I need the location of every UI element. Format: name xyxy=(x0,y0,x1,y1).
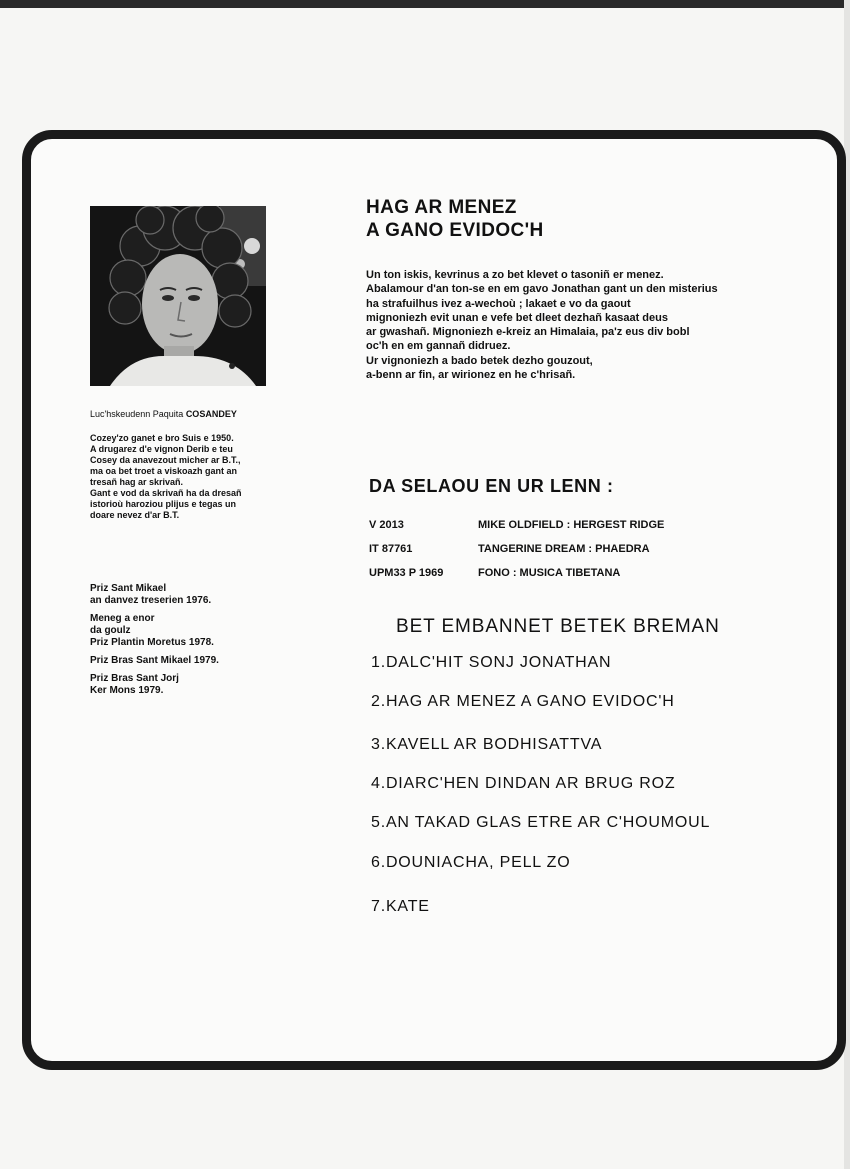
bio-line: Cozey'zo ganet e bro Suis e 1950. xyxy=(90,433,234,443)
record-title: TANGERINE DREAM : PHAEDRA xyxy=(478,543,650,555)
award-line: Priz Bras Sant Jorj xyxy=(90,673,179,684)
description-line: ar gwashañ. Mignoniezh e-kreiz an Himalaia, pa'z eus div bobl xyxy=(366,326,690,339)
description-line: oc'h en em gannañ didruez. xyxy=(366,340,511,353)
award-item xyxy=(90,613,310,649)
record-title: MIKE OLDFIELD : HERGEST RIDGE xyxy=(478,519,665,531)
book-title xyxy=(366,196,544,242)
description-line: Ur vignoniezh a bado betek dezho gouzout, xyxy=(366,354,593,367)
description-line: Un ton iskis, kevrinus a zo bet klevet o tasoniñ er menez. xyxy=(366,269,664,281)
book-list-item: 6.DOUNIACHA, PELL ZO xyxy=(371,854,571,871)
bio-line: A drugarez d'e vignon Derib e teu xyxy=(90,444,233,454)
book-list-item: 5.AN TAKAD GLAS ETRE AR C'HOUMOUL xyxy=(371,814,711,831)
award-line: Priz Sant Mikael xyxy=(90,583,167,594)
author-bio xyxy=(90,433,280,521)
bio-line: ma oa bet troet a viskoazh gant an xyxy=(90,466,238,476)
photo-caption-prefix: Luc'hskeudenn Paquita xyxy=(90,409,184,419)
description-line: mignoniezh evit unan e vefe bet dleet dezhañ kasaat deus xyxy=(366,311,668,324)
photo-caption xyxy=(90,409,290,420)
bio-line: Gant e vod da skrivañ ha da dresañ xyxy=(90,488,242,498)
bio-line: istorioù haroziou plijus e tegas un xyxy=(90,499,237,509)
book-list-item: 2.HAG AR MENEZ A GANO EVIDOC'H xyxy=(371,693,675,710)
author-portrait xyxy=(90,206,266,386)
bio-line: doare nevez d'ar B.T. xyxy=(90,510,180,520)
award-line: Ker Mons 1979. xyxy=(90,685,164,696)
description-line: a-benn ar fin, ar wirionez en he c'hrisañ. xyxy=(366,369,576,382)
book-title-line: HAG AR MENEZ xyxy=(366,197,517,218)
description-line: ha strafuilhus ivez a-wechoù ; lakaet e vo da gaout xyxy=(366,297,631,310)
book-description xyxy=(366,268,786,382)
book-list-item: 3.KAVELL AR BODHISATTVA xyxy=(371,736,603,753)
description-line: Abalamour d'an ton-se en em gavo Jonathan gant un den misterius xyxy=(366,283,718,296)
bio-line: tresañ hag ar skrivañ. xyxy=(90,477,184,487)
bio-line: Cosey da anavezout micher ar B.T., xyxy=(90,455,241,465)
record-code: IT 87761 xyxy=(369,543,413,555)
book-list-item: 1.DALC'HIT SONJ JONATHAN xyxy=(371,654,612,671)
book-title-line: A GANO EVIDOC'H xyxy=(366,220,544,241)
book-list-item: 4.DIARC'HEN DINDAN AR BRUG ROZ xyxy=(371,775,676,792)
listen-heading: DA SELAOU EN UR LENN : xyxy=(369,476,614,496)
awards-list xyxy=(90,583,310,703)
author-portrait-graphic xyxy=(90,206,266,386)
photographer-name: COSANDEY xyxy=(185,409,237,419)
award-line: Priz Bras Sant Mikael 1979. xyxy=(90,655,219,666)
award-line: Meneg a enor xyxy=(90,613,155,624)
award-line: an danvez treserien 1976. xyxy=(90,595,212,606)
award-line: da goulz xyxy=(90,625,131,636)
cover-top-edge xyxy=(0,0,850,8)
award-item xyxy=(90,583,310,607)
published-heading: BET EMBANNET BETEK BREMAN xyxy=(396,616,720,637)
award-item xyxy=(90,673,310,697)
book-list-item: 7.KATE xyxy=(371,898,430,915)
record-code: UPM33 P 1969 xyxy=(369,567,444,579)
award-line: Priz Plantin Moretus 1978. xyxy=(90,637,214,648)
award-item xyxy=(90,655,310,667)
record-title: FONO : MUSICA TIBETANA xyxy=(478,567,621,579)
record-code: V 2013 xyxy=(369,519,404,531)
